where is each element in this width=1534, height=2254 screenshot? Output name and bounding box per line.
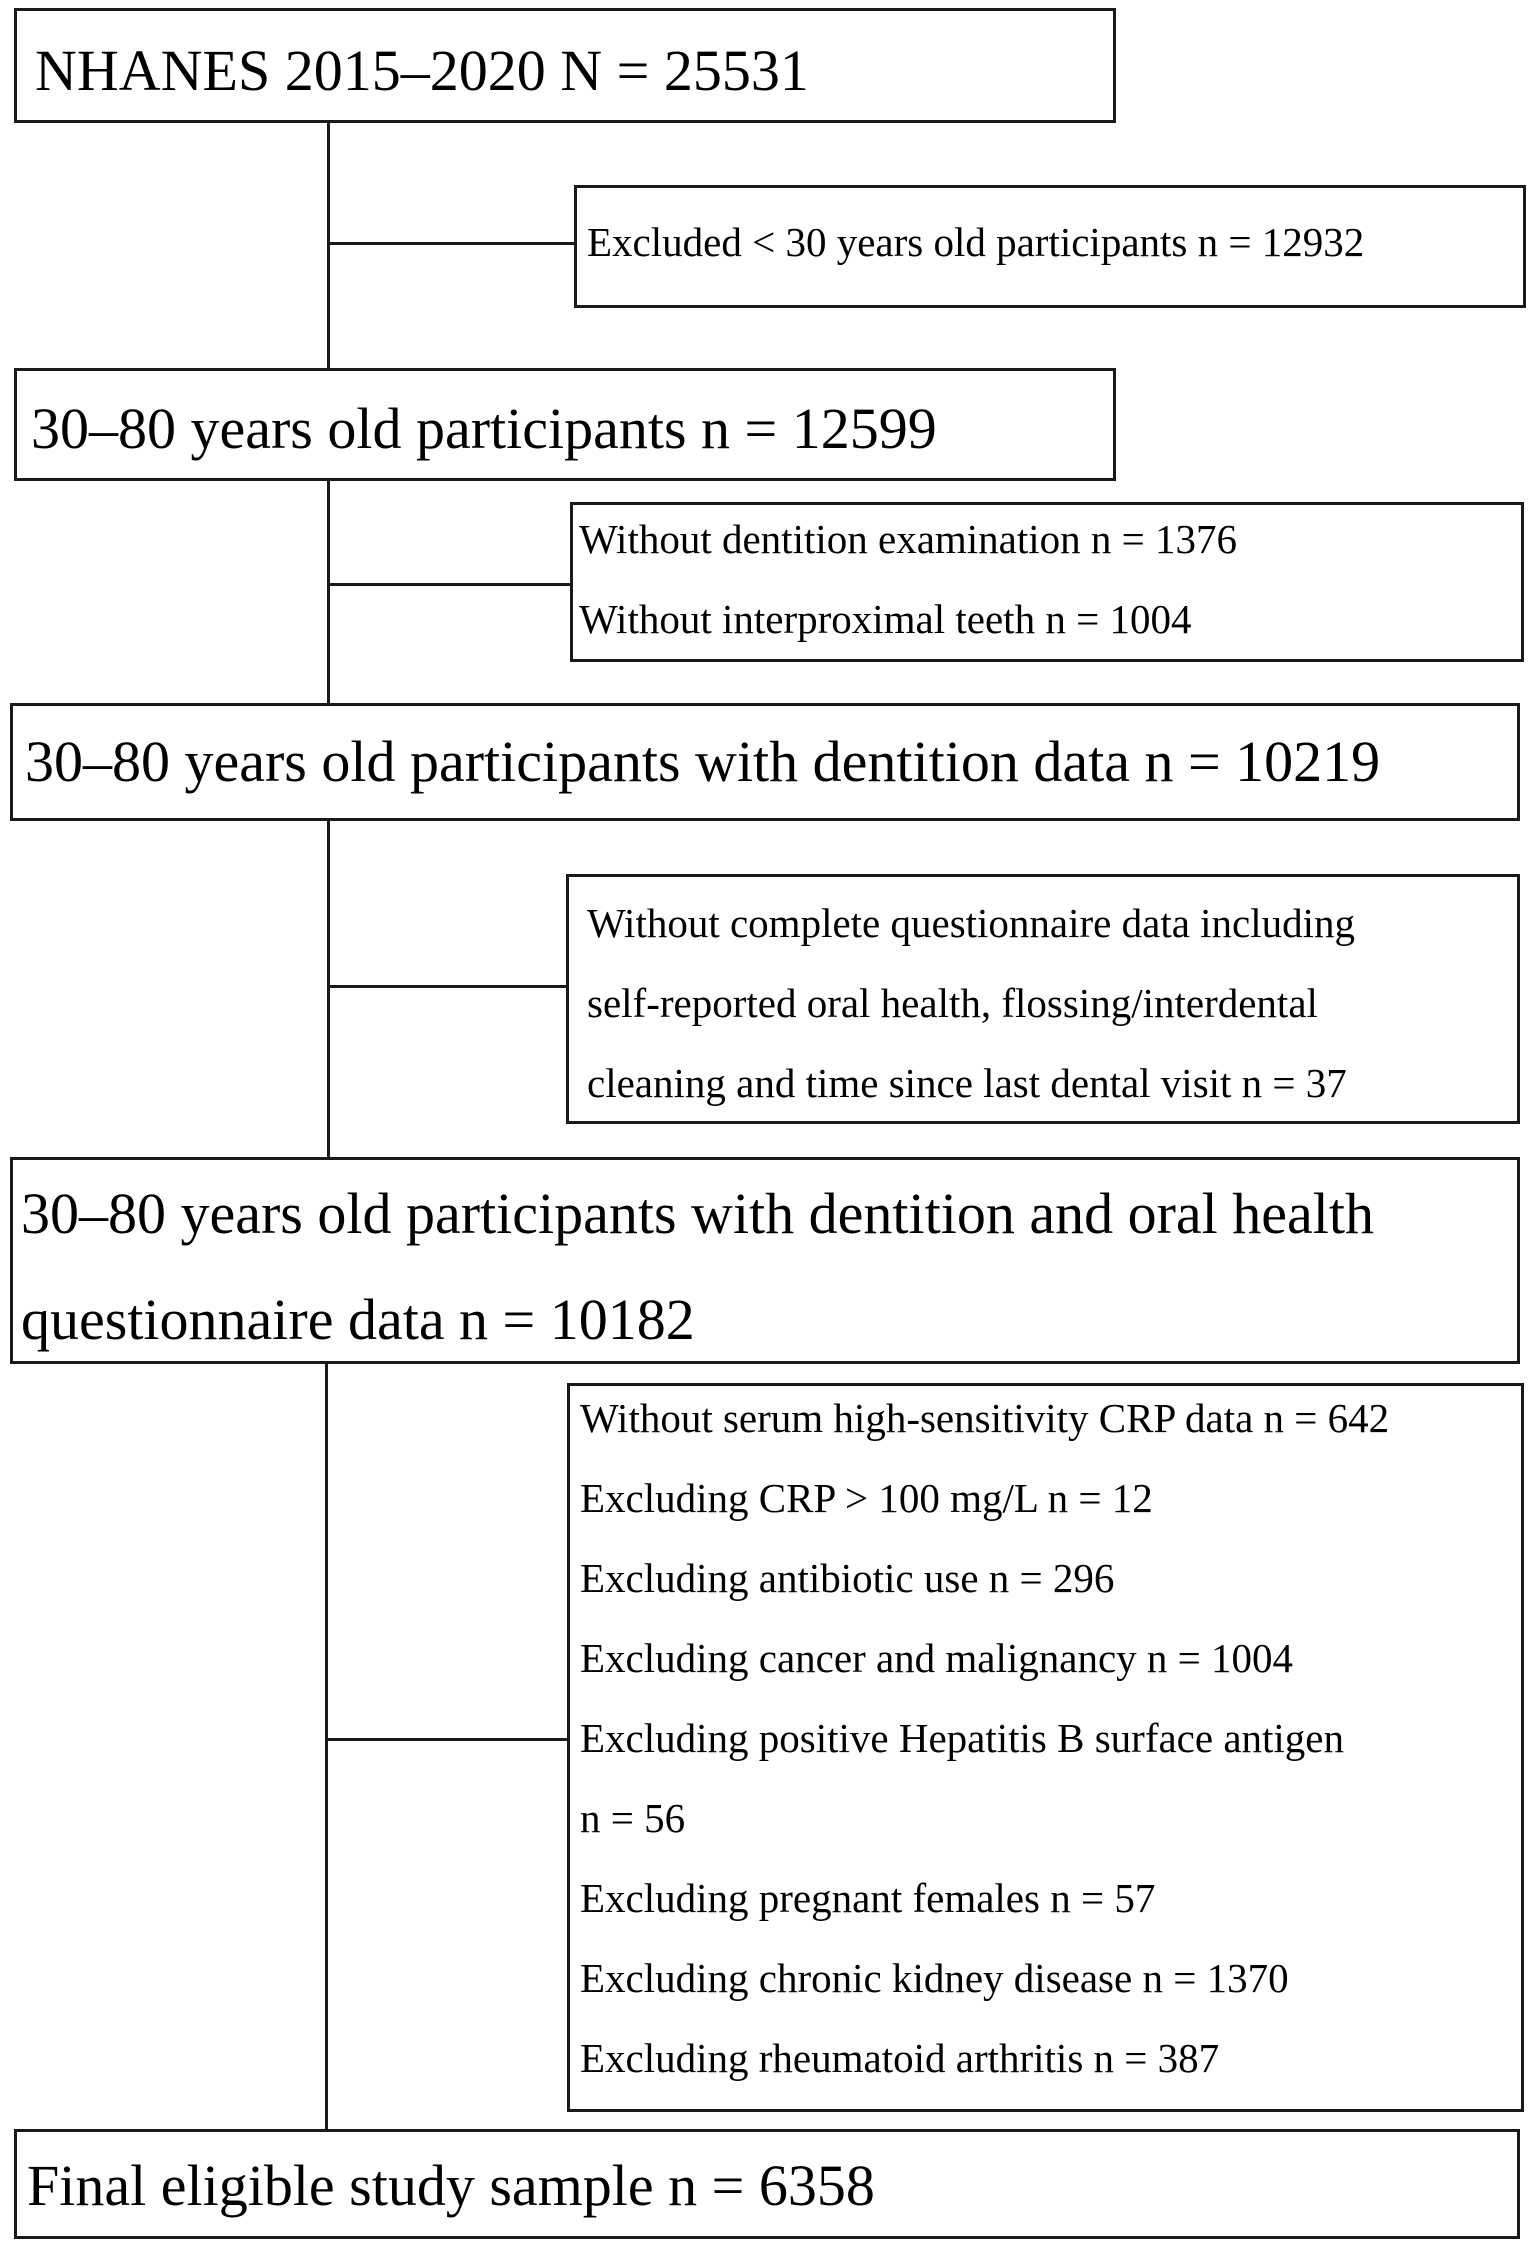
exclusion-text-crp-missing: Without serum high-sensitivity CRP data n = 642 xyxy=(580,1395,1390,1441)
stage-text-nhanes: NHANES 2015–2020 N = 25531 xyxy=(35,38,809,103)
connector-trunk-1 xyxy=(327,122,330,370)
exclusion-box-questionnaire xyxy=(566,874,1520,1124)
stage-box-questionnaire xyxy=(10,1157,1520,1364)
stage-text-questionnaire-line-1: 30–80 years old participants with dentition and oral health xyxy=(21,1181,1375,1246)
stage-box-nhanes xyxy=(14,8,1116,123)
stage-box-age-30-80 xyxy=(14,368,1116,481)
connector-branch-1 xyxy=(327,242,576,245)
connector-branch-2 xyxy=(327,583,572,586)
exclusion-text-questionnaire-1: Without complete questionnaire data including xyxy=(587,900,1356,946)
connector-branch-3 xyxy=(327,985,568,988)
exclusion-text-kidney: Excluding chronic kidney disease n = 1370 xyxy=(580,1955,1289,2001)
exclusion-text-rheumatoid: Excluding rheumatoid arthritis n = 387 xyxy=(580,2035,1220,2081)
stage-text-final-sample: Final eligible study sample n = 6358 xyxy=(27,2153,875,2218)
exclusion-text-dentition-2: Without interproximal teeth n = 1004 xyxy=(579,596,1192,642)
exclusion-text-dentition-1: Without dentition examination n = 1376 xyxy=(579,516,1238,562)
connector-trunk-3 xyxy=(327,820,330,1160)
exclusion-box-under-30 xyxy=(574,185,1526,308)
stage-box-dentition xyxy=(10,703,1520,821)
exclusion-text-questionnaire-3: cleaning and time since last dental visit n = 37 xyxy=(587,1060,1347,1106)
exclusion-text-under-30: Excluded < 30 years old participants n = 12932 xyxy=(587,219,1365,265)
connector-trunk-4 xyxy=(325,1363,328,2131)
exclusion-text-crp-high: Excluding CRP > 100 mg/L n = 12 xyxy=(580,1475,1153,1521)
exclusion-text-pregnant: Excluding pregnant females n = 57 xyxy=(580,1875,1156,1921)
exclusion-text-cancer: Excluding cancer and malignancy n = 1004 xyxy=(580,1635,1294,1681)
connector-branch-4 xyxy=(325,1738,569,1741)
stage-text-age-30-80: 30–80 years old participants n = 12599 xyxy=(31,396,937,461)
exclusion-text-hepatitis-b-count: n = 56 xyxy=(580,1795,686,1841)
exclusion-text-antibiotic: Excluding antibiotic use n = 296 xyxy=(580,1555,1115,1601)
exclusion-text-questionnaire-2: self-reported oral health, flossing/interdental xyxy=(587,980,1318,1026)
connector-trunk-2 xyxy=(327,480,330,705)
stage-text-questionnaire-line-2: questionnaire data n = 10182 xyxy=(21,1287,695,1352)
stage-box-final-sample xyxy=(14,2129,1520,2239)
stage-text-dentition: 30–80 years old participants with dentition data n = 10219 xyxy=(25,729,1381,794)
exclusion-box-clinical xyxy=(567,1383,1524,2112)
exclusion-box-dentition xyxy=(570,502,1524,662)
exclusion-text-hepatitis-b: Excluding positive Hepatitis B surface antigen xyxy=(580,1715,1345,1761)
